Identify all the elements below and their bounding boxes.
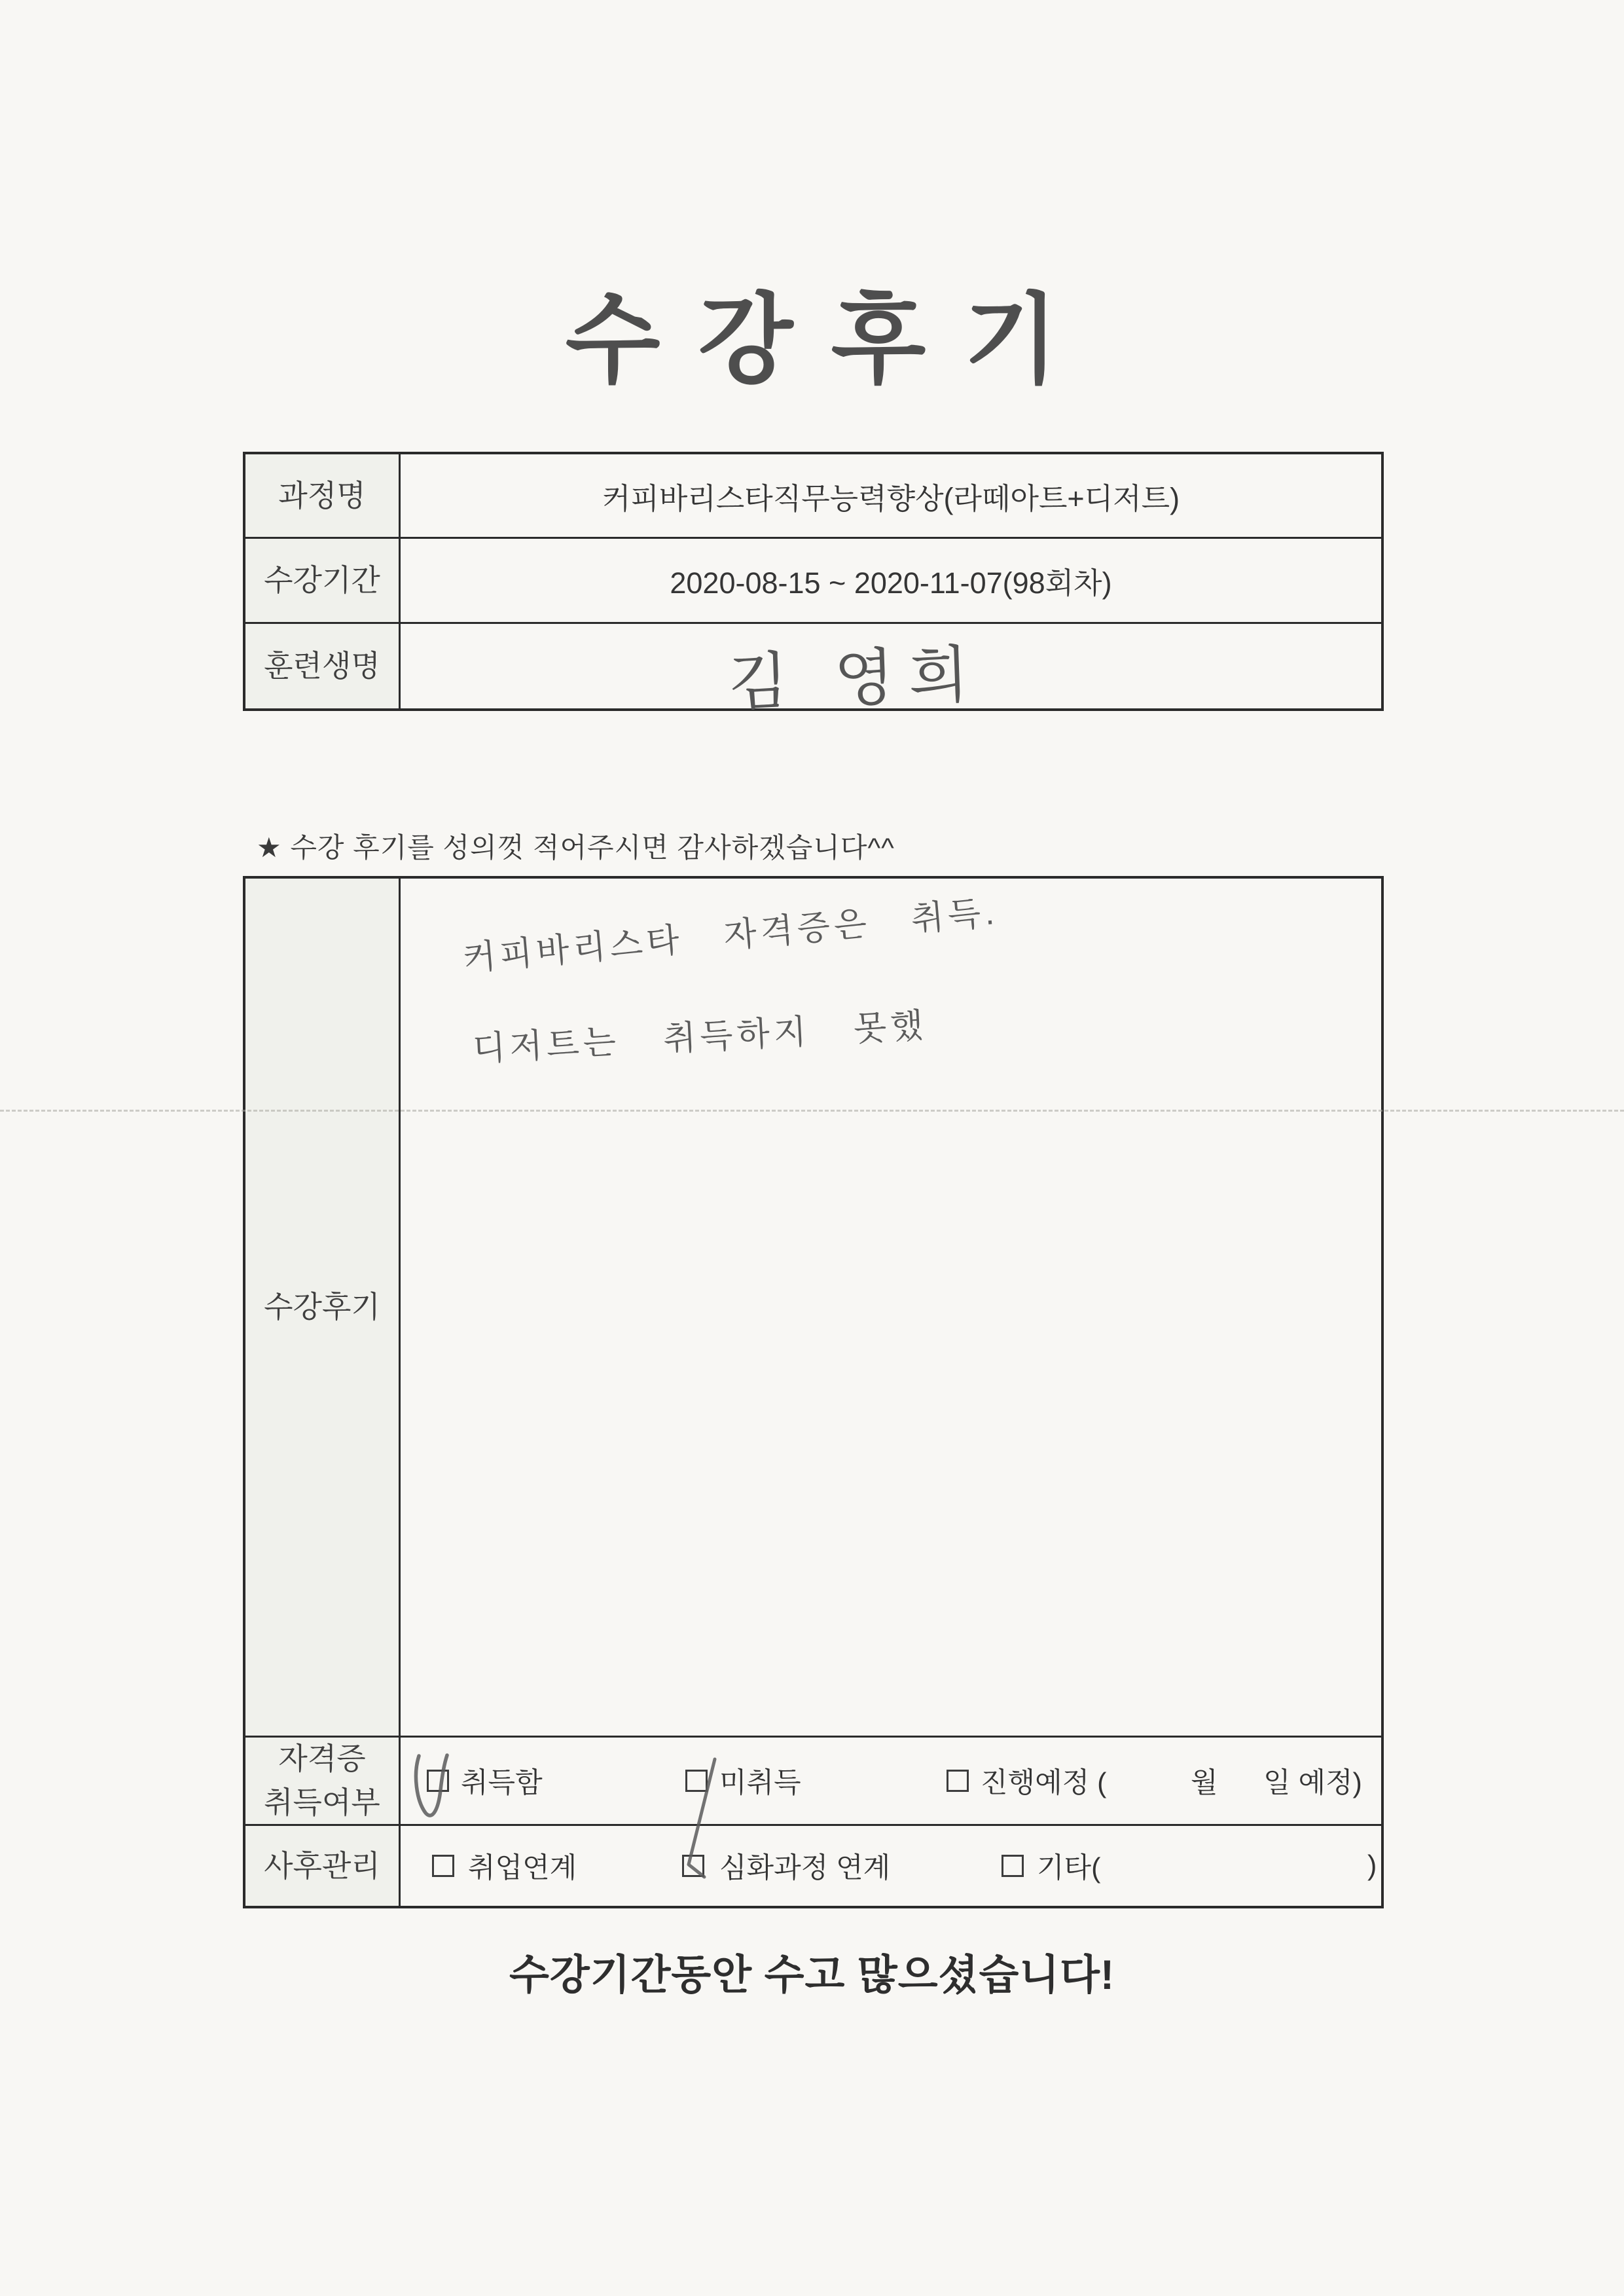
review-content-cell: [401, 879, 1381, 1738]
trainee-name-handwritten: 김 영희: [727, 639, 984, 718]
course-period-label: 수강기간: [245, 539, 401, 623]
instruction-note: ★ 수강 후기를 성의껏 적어주시면 감사하겠습니다^^: [257, 832, 895, 863]
course-info-table: [243, 452, 1384, 718]
review-label: 수강후기: [245, 879, 401, 1738]
certificate-label-line2: 취득여부: [264, 1785, 380, 1819]
trainee-name-cell: [401, 624, 1381, 718]
certificate-label: [245, 1738, 401, 1826]
certificate-label-line1: 자격증: [278, 1741, 366, 1776]
checkbox-job-linkage-label: 취업연계: [468, 1852, 577, 1884]
closing-message: 수강기간동안 수고 많으셨습니다!: [509, 1952, 1115, 1998]
checkbox-acquired-label: 취득함: [461, 1767, 543, 1799]
checkbox-in-progress-label: 진행예정 (: [981, 1767, 1107, 1799]
trainee-name-label: 훈련생명: [245, 624, 401, 708]
handwritten-check-acquired: [411, 1752, 466, 1823]
checkbox-not-acquired-label: 미취득: [719, 1767, 801, 1799]
checkbox-in-progress: [947, 1770, 969, 1792]
course-name-value: 커피바리스타직무능력향상(라떼아트+디저트): [401, 454, 1381, 539]
certificate-options-cell: [401, 1738, 1381, 1826]
review-handwritten-line-1: 커피바리스타 자격증은 취득.: [461, 893, 1000, 978]
review-handwritten-line-2: 디저트는 취득하지 못했: [471, 1006, 929, 1068]
day-blank-label: 일 예정): [1263, 1767, 1362, 1799]
handwritten-check-advanced-course: [676, 1756, 728, 1887]
checkbox-job-linkage: [432, 1855, 454, 1877]
month-blank-label: 월: [1191, 1767, 1218, 1799]
course-period-value: 2020-08-15 ~ 2020-11-07(98회차): [401, 539, 1381, 623]
checkbox-other: [1001, 1855, 1024, 1877]
checkbox-other-label: 기타(: [1037, 1852, 1101, 1884]
other-close-paren: ): [1367, 1850, 1377, 1882]
scan-fold-line: [0, 1110, 1624, 1112]
aftercare-label: 사후관리: [245, 1826, 401, 1906]
course-name-label: 과정명: [245, 454, 401, 539]
aftercare-options-cell: [401, 1826, 1381, 1906]
checkbox-advanced-course-label: 심화과정 연계: [719, 1852, 891, 1884]
page-title: 수강후기: [565, 285, 1097, 395]
